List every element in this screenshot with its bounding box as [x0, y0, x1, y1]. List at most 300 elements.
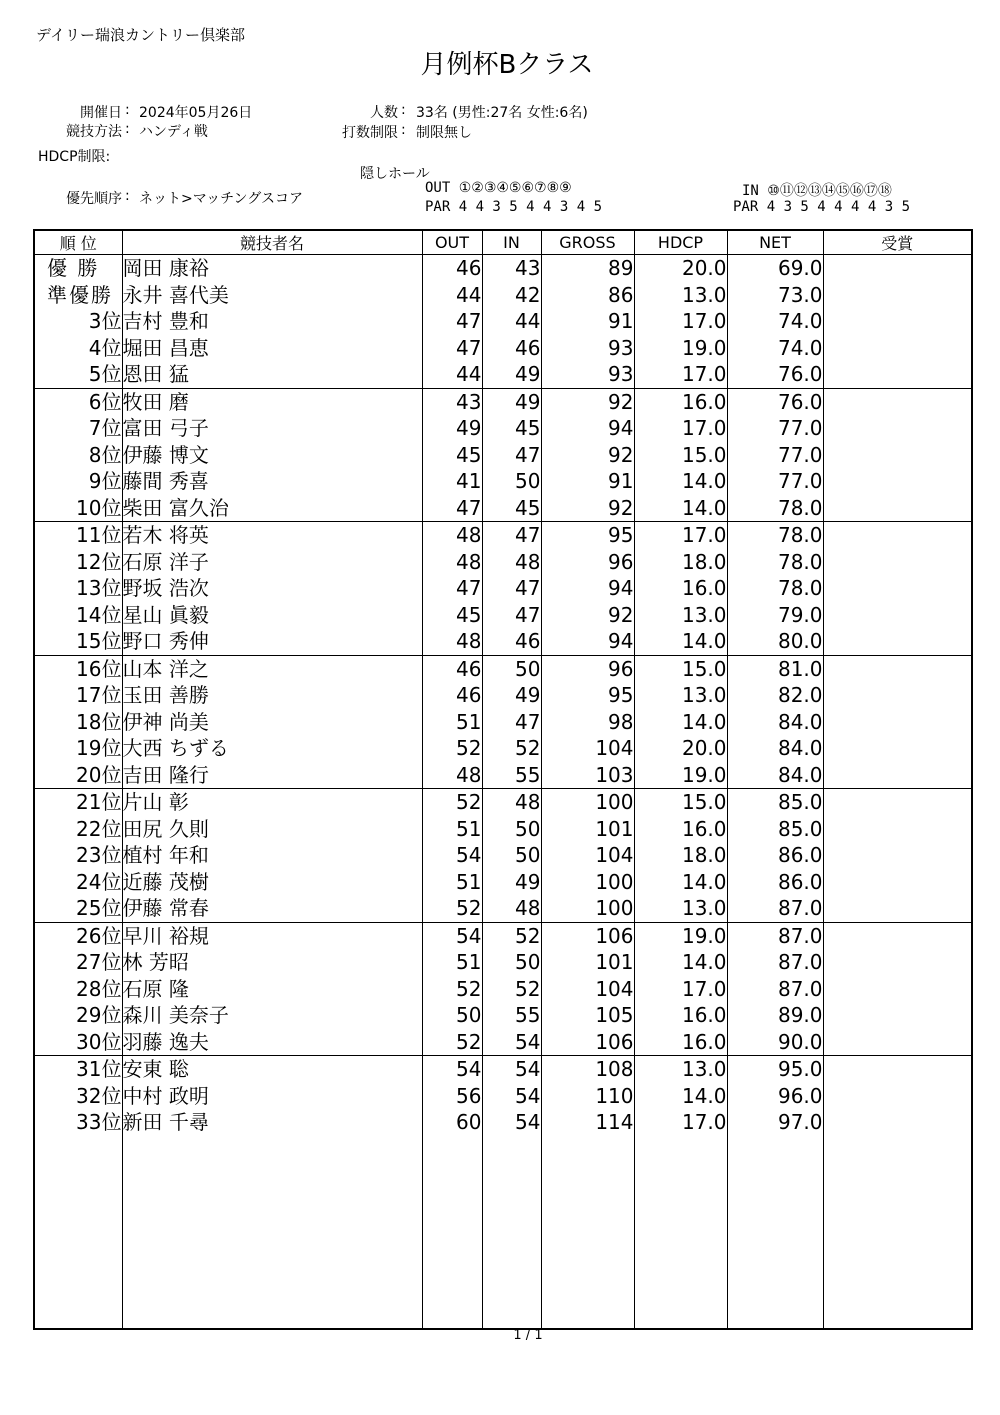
out-score-cell: 51 [422, 709, 482, 736]
date-value: 2024年05月26日 [139, 105, 253, 121]
player-name-cell: 永井 喜代美 [122, 282, 422, 309]
in-score-cell: 43 [482, 255, 541, 282]
award-cell [823, 709, 972, 736]
out-score-cell: 48 [422, 522, 482, 549]
hdcp-cell: 13.0 [634, 682, 727, 709]
net-score-cell: 95.0 [727, 1056, 823, 1083]
colon: : [125, 102, 130, 118]
gross-score-cell: 105 [541, 1002, 634, 1029]
table-row [34, 976, 972, 1003]
hdcp-cell: 17.0 [634, 1109, 727, 1136]
award-cell [823, 1002, 972, 1029]
award-cell [823, 1029, 972, 1056]
gross-score-cell: 100 [541, 789, 634, 816]
rank-cell: 19位 [76, 736, 122, 761]
hdcp-cell: 13.0 [634, 282, 727, 309]
hdcp-cell: 19.0 [634, 922, 727, 949]
net-score-cell: 87.0 [727, 949, 823, 976]
participants-label: 人数 [370, 105, 398, 121]
out-score-cell: 48 [422, 628, 482, 655]
award-cell [823, 549, 972, 576]
hdcp-cell: 15.0 [634, 442, 727, 469]
in-score-cell: 49 [482, 361, 541, 388]
rank-cell: 14位 [76, 602, 122, 627]
rank-cell: 31位 [34, 1056, 122, 1083]
rank-cell: 15位 [76, 629, 122, 654]
award-cell [823, 1109, 972, 1136]
out-holes: OUT ①②③④⑤⑥⑦⑧⑨ [425, 180, 572, 196]
gross-score-cell: 93 [541, 361, 634, 388]
player-name-cell: 富田 弓子 [122, 415, 422, 442]
award-cell [823, 468, 972, 495]
award-cell [823, 335, 972, 362]
in-score-cell: 47 [482, 602, 541, 629]
date-label: 開催日 [80, 105, 122, 121]
in-score-cell: 49 [482, 869, 541, 896]
gross-score-cell: 94 [541, 575, 634, 602]
player-name-cell: 野坂 浩次 [122, 575, 422, 602]
gross-score-cell: 92 [541, 495, 634, 522]
net-score-cell: 80.0 [727, 628, 823, 655]
rank-cell: 13位 [76, 576, 122, 601]
net-score-cell: 90.0 [727, 1029, 823, 1056]
net-score-cell: 96.0 [727, 1083, 823, 1110]
award-cell [823, 682, 972, 709]
club-name: デイリー瑞浪カントリー倶楽部 [36, 26, 245, 44]
out-score-cell: 54 [422, 1056, 482, 1083]
table-row [34, 949, 972, 976]
award-cell [823, 1083, 972, 1110]
gross-score-cell: 95 [541, 522, 634, 549]
player-name-cell: 石原 洋子 [122, 549, 422, 576]
column-header-award: 受賞 [823, 230, 972, 255]
rank-cell: 11位 [34, 522, 122, 549]
player-name-cell: 羽藤 逸夫 [122, 1029, 422, 1056]
out-score-cell: 52 [422, 789, 482, 816]
hdcp-cell: 17.0 [634, 308, 727, 335]
hdcp-cell: 20.0 [634, 735, 727, 762]
hdcp-cell: 17.0 [634, 976, 727, 1003]
rank-cell: 5位 [88, 362, 122, 387]
method-value: ハンディ戦 [139, 124, 208, 140]
player-name-cell: 新田 千尋 [122, 1109, 422, 1136]
player-name-cell: 岡田 康裕 [122, 255, 422, 282]
gross-score-cell: 104 [541, 735, 634, 762]
player-name-cell: 伊藤 博文 [122, 442, 422, 469]
hdcp-cell: 13.0 [634, 895, 727, 922]
rank-cell: 24位 [76, 869, 122, 894]
gross-score-cell: 110 [541, 1083, 634, 1110]
award-cell [823, 789, 972, 816]
priority-label: 優先順序 [66, 191, 122, 207]
player-name-cell: 恩田 猛 [122, 361, 422, 388]
out-score-cell: 52 [422, 735, 482, 762]
award-cell [823, 922, 972, 949]
net-score-cell: 69.0 [727, 255, 823, 282]
net-score-cell: 77.0 [727, 442, 823, 469]
out-score-cell: 48 [422, 549, 482, 576]
award-cell [823, 602, 972, 629]
player-name-cell: 林 芳昭 [122, 949, 422, 976]
gross-score-cell: 94 [541, 628, 634, 655]
hdcp-cell: 18.0 [634, 549, 727, 576]
in-score-cell: 45 [482, 495, 541, 522]
table-row [34, 709, 972, 736]
out-score-cell: 46 [422, 655, 482, 682]
net-score-cell: 77.0 [727, 415, 823, 442]
award-cell [823, 308, 972, 335]
column-header-rank: 順 位 [34, 230, 122, 255]
net-score-cell: 85.0 [727, 816, 823, 843]
gross-score-cell: 96 [541, 655, 634, 682]
table-row [34, 655, 972, 682]
player-name-cell: 中村 政明 [122, 1083, 422, 1110]
table-row [34, 282, 972, 309]
gross-score-cell: 101 [541, 949, 634, 976]
net-score-cell: 84.0 [727, 709, 823, 736]
out-score-cell: 54 [422, 842, 482, 869]
table-row [34, 1109, 972, 1136]
in-score-cell: 55 [482, 1002, 541, 1029]
colon: : [401, 122, 406, 138]
hdcp-cell: 14.0 [634, 468, 727, 495]
table-row [34, 628, 972, 655]
hdcp-cell: 14.0 [634, 628, 727, 655]
gross-score-cell: 96 [541, 549, 634, 576]
column-header-out: OUT [422, 230, 482, 255]
rank-cell: 18位 [76, 709, 122, 734]
in-score-cell: 47 [482, 709, 541, 736]
out-score-cell: 52 [422, 1029, 482, 1056]
rank-cell: 33位 [76, 1110, 122, 1135]
hdcp-cell: 19.0 [634, 335, 727, 362]
rank-cell: 30位 [76, 1029, 122, 1054]
award-cell [823, 842, 972, 869]
hdcp-limit-label: HDCP制限: [38, 149, 111, 165]
page-number: 1 / 1 [513, 1328, 543, 1343]
award-cell [823, 869, 972, 896]
player-name-cell: 星山 眞毅 [122, 602, 422, 629]
out-score-cell: 47 [422, 495, 482, 522]
award-cell [823, 735, 972, 762]
hdcp-cell: 14.0 [634, 869, 727, 896]
rank-cell: 10位 [76, 495, 122, 520]
table-row [34, 415, 972, 442]
participants-value: 33名 (男性:27名 女性:6名) [416, 105, 588, 121]
in-score-cell: 50 [482, 949, 541, 976]
gross-score-cell: 92 [541, 602, 634, 629]
player-name-cell: 早川 裕規 [122, 922, 422, 949]
out-score-cell: 52 [422, 895, 482, 922]
player-name-cell: 伊神 尚美 [122, 709, 422, 736]
in-score-cell: 47 [482, 442, 541, 469]
rank-cell: 26位 [34, 922, 122, 949]
rank-cell: 12位 [76, 549, 122, 574]
player-name-cell: 近藤 茂樹 [122, 869, 422, 896]
award-cell [823, 628, 972, 655]
net-score-cell: 84.0 [727, 762, 823, 789]
award-cell [823, 415, 972, 442]
empty-row [34, 1136, 972, 1330]
net-score-cell: 89.0 [727, 1002, 823, 1029]
out-score-cell: 52 [422, 976, 482, 1003]
rank-cell: 23位 [76, 843, 122, 868]
in-score-cell: 50 [482, 816, 541, 843]
net-score-cell: 87.0 [727, 976, 823, 1003]
award-cell [823, 442, 972, 469]
table-row [34, 789, 972, 816]
stroke-limit-value: 制限無し [416, 125, 472, 141]
rank-cell: 21位 [34, 789, 122, 816]
hdcp-cell: 14.0 [634, 495, 727, 522]
net-score-cell: 78.0 [727, 575, 823, 602]
hdcp-cell: 14.0 [634, 709, 727, 736]
gross-score-cell: 91 [541, 308, 634, 335]
hdcp-cell: 16.0 [634, 575, 727, 602]
rank-cell: 17位 [76, 683, 122, 708]
in-score-cell: 54 [482, 1056, 541, 1083]
gross-score-cell: 89 [541, 255, 634, 282]
award-cell [823, 522, 972, 549]
rank-cell: 29位 [76, 1003, 122, 1028]
player-name-cell: 堀田 昌恵 [122, 335, 422, 362]
player-name-cell: 森川 美奈子 [122, 1002, 422, 1029]
net-score-cell: 84.0 [727, 735, 823, 762]
in-score-cell: 44 [482, 308, 541, 335]
gross-score-cell: 100 [541, 895, 634, 922]
net-score-cell: 86.0 [727, 842, 823, 869]
hdcp-cell: 17.0 [634, 361, 727, 388]
hdcp-cell: 14.0 [634, 949, 727, 976]
net-score-cell: 76.0 [727, 388, 823, 415]
in-score-cell: 49 [482, 682, 541, 709]
in-score-cell: 50 [482, 468, 541, 495]
in-score-cell: 48 [482, 895, 541, 922]
out-score-cell: 50 [422, 1002, 482, 1029]
table-row [34, 1029, 972, 1056]
in-score-cell: 47 [482, 575, 541, 602]
out-score-cell: 54 [422, 922, 482, 949]
hdcp-cell: 16.0 [634, 816, 727, 843]
net-score-cell: 85.0 [727, 789, 823, 816]
award-cell [823, 255, 972, 282]
gross-score-cell: 91 [541, 468, 634, 495]
out-score-cell: 51 [422, 949, 482, 976]
gross-score-cell: 94 [541, 415, 634, 442]
in-score-cell: 45 [482, 415, 541, 442]
hdcp-cell: 16.0 [634, 1002, 727, 1029]
colon: : [401, 102, 406, 118]
table-row [34, 842, 972, 869]
player-name-cell: 石原 隆 [122, 976, 422, 1003]
rank-cell: 7位 [88, 416, 122, 441]
out-score-cell: 56 [422, 1083, 482, 1110]
rank-cell: 4位 [88, 335, 122, 360]
results-table [33, 229, 973, 1330]
hdcp-cell: 17.0 [634, 522, 727, 549]
net-score-cell: 78.0 [727, 549, 823, 576]
rank-cell: 22位 [76, 816, 122, 841]
out-score-cell: 51 [422, 816, 482, 843]
colon: : [125, 188, 130, 204]
award-cell [823, 976, 972, 1003]
in-holes: IN ⑩⑪⑫⑬⑭⑮⑯⑰⑱ [742, 183, 892, 199]
net-score-cell: 82.0 [727, 682, 823, 709]
gross-score-cell: 108 [541, 1056, 634, 1083]
hdcp-cell: 17.0 [634, 415, 727, 442]
column-header-gross: GROSS [541, 230, 634, 255]
player-name-cell: 柴田 富久治 [122, 495, 422, 522]
out-score-cell: 51 [422, 869, 482, 896]
player-name-cell: 藤間 秀喜 [122, 468, 422, 495]
player-name-cell: 伊藤 常春 [122, 895, 422, 922]
in-score-cell: 52 [482, 735, 541, 762]
net-score-cell: 81.0 [727, 655, 823, 682]
net-score-cell: 74.0 [727, 308, 823, 335]
rank-cell: 準優勝 [47, 282, 113, 307]
table-row [34, 869, 972, 896]
hdcp-cell: 19.0 [634, 762, 727, 789]
table-row [34, 1002, 972, 1029]
player-name-cell: 牧田 磨 [122, 388, 422, 415]
in-score-cell: 46 [482, 628, 541, 655]
method-label: 競技方法 [66, 124, 122, 140]
table-row [34, 762, 972, 789]
table-row [34, 468, 972, 495]
table-row [34, 255, 972, 282]
hdcp-cell: 15.0 [634, 655, 727, 682]
gross-score-cell: 106 [541, 922, 634, 949]
table-row [34, 1056, 972, 1083]
player-name-cell: 吉村 豊和 [122, 308, 422, 335]
gross-score-cell: 93 [541, 335, 634, 362]
gross-score-cell: 114 [541, 1109, 634, 1136]
column-header-in: IN [482, 230, 541, 255]
award-cell [823, 361, 972, 388]
rank-cell: 16位 [34, 655, 122, 682]
net-score-cell: 86.0 [727, 869, 823, 896]
out-score-cell: 46 [422, 255, 482, 282]
player-name-cell: 田尻 久則 [122, 816, 422, 843]
out-score-cell: 44 [422, 361, 482, 388]
in-score-cell: 52 [482, 976, 541, 1003]
net-score-cell: 97.0 [727, 1109, 823, 1136]
rank-cell: 6位 [34, 388, 122, 415]
player-name-cell: 植村 年和 [122, 842, 422, 869]
out-score-cell: 43 [422, 388, 482, 415]
in-score-cell: 54 [482, 1109, 541, 1136]
award-cell [823, 762, 972, 789]
column-header-hdcp: HDCP [634, 230, 727, 255]
player-name-cell: 大西 ちずる [122, 735, 422, 762]
in-score-cell: 48 [482, 789, 541, 816]
column-header-name: 競技者名 [122, 230, 422, 255]
page-title: 月例杯Bクラス [420, 50, 594, 80]
out-score-cell: 49 [422, 415, 482, 442]
hdcp-cell: 20.0 [634, 255, 727, 282]
rank-cell: 20位 [76, 762, 122, 787]
table-row [34, 682, 972, 709]
hdcp-cell: 13.0 [634, 1056, 727, 1083]
table-row [34, 442, 972, 469]
rank-cell: 3位 [88, 309, 122, 334]
player-name-cell: 吉田 隆行 [122, 762, 422, 789]
award-cell [823, 575, 972, 602]
player-name-cell: 若木 将英 [122, 522, 422, 549]
out-score-cell: 60 [422, 1109, 482, 1136]
award-cell [823, 1056, 972, 1083]
colon: : [125, 121, 130, 137]
rank-cell: 9位 [88, 469, 122, 494]
player-name-cell: 野口 秀伸 [122, 628, 422, 655]
table-row [34, 575, 972, 602]
table-row [34, 549, 972, 576]
table-header [34, 230, 972, 255]
priority-value: ネット>マッチングスコア [139, 191, 304, 207]
in-score-cell: 47 [482, 522, 541, 549]
gross-score-cell: 106 [541, 1029, 634, 1056]
award-cell [823, 495, 972, 522]
in-score-cell: 55 [482, 762, 541, 789]
table-row [34, 602, 972, 629]
table-row [34, 495, 972, 522]
table-row [34, 522, 972, 549]
stroke-limit-label: 打数制限 [342, 125, 398, 141]
hdcp-cell: 14.0 [634, 1083, 727, 1110]
net-score-cell: 87.0 [727, 922, 823, 949]
hdcp-cell: 13.0 [634, 602, 727, 629]
rank-cell: 25位 [76, 896, 122, 921]
gross-score-cell: 95 [541, 682, 634, 709]
out-score-cell: 48 [422, 762, 482, 789]
award-cell [823, 388, 972, 415]
hdcp-cell: 18.0 [634, 842, 727, 869]
net-score-cell: 78.0 [727, 522, 823, 549]
gross-score-cell: 92 [541, 388, 634, 415]
in-score-cell: 48 [482, 549, 541, 576]
out-score-cell: 46 [422, 682, 482, 709]
gross-score-cell: 103 [541, 762, 634, 789]
rank-cell: 8位 [88, 442, 122, 467]
award-cell [823, 282, 972, 309]
gross-score-cell: 104 [541, 842, 634, 869]
hdcp-cell: 16.0 [634, 388, 727, 415]
in-score-cell: 52 [482, 922, 541, 949]
in-score-cell: 49 [482, 388, 541, 415]
out-score-cell: 47 [422, 575, 482, 602]
table-row [34, 1083, 972, 1110]
table-row [34, 335, 972, 362]
in-score-cell: 54 [482, 1083, 541, 1110]
rank-cell: 32位 [76, 1083, 122, 1108]
table-row [34, 922, 972, 949]
award-cell [823, 816, 972, 843]
net-score-cell: 77.0 [727, 468, 823, 495]
out-score-cell: 44 [422, 282, 482, 309]
player-name-cell: 安東 聡 [122, 1056, 422, 1083]
net-score-cell: 76.0 [727, 361, 823, 388]
gross-score-cell: 92 [541, 442, 634, 469]
table-row [34, 735, 972, 762]
table-row [34, 816, 972, 843]
net-score-cell: 78.0 [727, 495, 823, 522]
rank-cell: 27位 [76, 950, 122, 975]
in-score-cell: 42 [482, 282, 541, 309]
in-par: PAR 4 3 5 4 4 4 4 3 5 [733, 199, 911, 215]
hdcp-cell: 15.0 [634, 789, 727, 816]
table-row [34, 895, 972, 922]
table-row [34, 388, 972, 415]
